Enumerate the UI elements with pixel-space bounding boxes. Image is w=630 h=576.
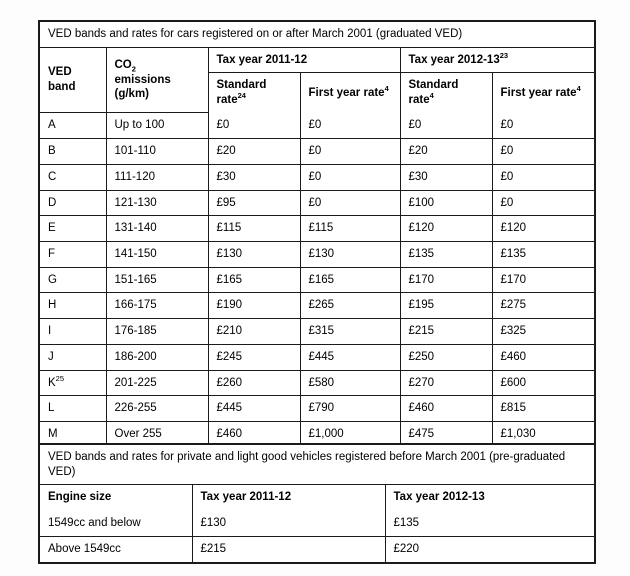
ved-band-footnote: 25 — [55, 373, 65, 383]
cell-co2-emissions: 151-165 — [106, 267, 208, 293]
table-row — [40, 164, 594, 190]
cell-first-year-rate-2011: £130 — [300, 241, 400, 267]
header-tax-year-2012-13-footnote: 23 — [499, 50, 509, 60]
cell-first-year-rate-2012: £135 — [492, 241, 594, 267]
cell-standard-rate-2011: £30 — [208, 164, 300, 190]
table-row — [40, 536, 594, 562]
cell-standard-rate-2011: £130 — [208, 241, 300, 267]
cell-ved-band — [40, 344, 106, 370]
table-caption-row — [40, 22, 594, 47]
cell-first-year-rate-2012: £1,030 — [492, 422, 594, 447]
header-first-year-rate-2012-footnote: 4 — [576, 83, 581, 93]
header-tax-year-2011-12 — [208, 47, 400, 73]
header-tax-year-2011-12-label: Tax year 2011-12 — [216, 53, 308, 66]
header-group-row — [40, 47, 594, 73]
cell-ved-band — [40, 293, 106, 319]
cell-co2-emissions: Up to 100 — [106, 113, 208, 139]
cell-standard-rate-2012: £215 — [400, 319, 492, 345]
header-first-year-rate-2011-footnote: 4 — [384, 83, 389, 93]
cell-first-year-rate-2011: £0 — [300, 190, 400, 216]
cell-co2-emissions: Over 255 — [106, 422, 208, 447]
cell-standard-rate-2012: £100 — [400, 190, 492, 216]
header-standard-rate-2012-footnote: 4 — [429, 91, 434, 101]
table-row — [40, 190, 594, 216]
cell-first-year-rate-2012: £0 — [492, 139, 594, 165]
header-first-year-rate-2011 — [300, 73, 400, 113]
ved-band-letter: G — [48, 273, 57, 286]
pre-graduated-table-caption: VED bands and rates for private and light good vehicles registered before March 2001 (pre-graduated VED) — [40, 445, 594, 485]
ved-band-letter: L — [48, 402, 55, 415]
ved-band-letter: H — [48, 299, 57, 312]
cell-ved-band — [40, 190, 106, 216]
cell-standard-rate-2011: £460 — [208, 422, 300, 447]
header-standard-rate-2011 — [208, 73, 300, 113]
header-first-year-rate-2012 — [492, 73, 594, 113]
cell-standard-rate-2011: £445 — [208, 396, 300, 422]
ved-band-letter: F — [48, 247, 56, 260]
table-row — [40, 293, 594, 319]
ved-band-letter: I — [48, 325, 52, 338]
cell-ved-band — [40, 370, 106, 396]
cell-standard-rate-2012: £170 — [400, 267, 492, 293]
cell-standard-rate-2012: £475 — [400, 422, 492, 447]
cell-standard-rate-2012: £0 — [400, 113, 492, 139]
cell-ved-band — [40, 241, 106, 267]
cell-first-year-rate-2012: £0 — [492, 164, 594, 190]
table-row — [40, 216, 594, 242]
ved-band-letter: D — [48, 196, 57, 209]
ved-band-letter: C — [48, 170, 57, 183]
cell-first-year-rate-2011: £315 — [300, 319, 400, 345]
cell-co2-emissions: 141-150 — [106, 241, 208, 267]
cell-co2-emissions: 186-200 — [106, 344, 208, 370]
ved-band-letter: A — [48, 119, 56, 132]
table-row — [40, 510, 594, 536]
cell-co2-emissions: 111-120 — [106, 164, 208, 190]
cell-first-year-rate-2012: £120 — [492, 216, 594, 242]
cell-ved-band — [40, 164, 106, 190]
cell-first-year-rate-2011: £1,000 — [300, 422, 400, 447]
cell-engine-size: Above 1549cc — [40, 536, 192, 562]
pre-graduated-ved-table — [40, 445, 594, 562]
cell-standard-rate-2012: £30 — [400, 164, 492, 190]
cell-rate-2011-12: £130 — [192, 510, 385, 536]
cell-ved-band — [40, 267, 106, 293]
cell-co2-emissions: 226-255 — [106, 396, 208, 422]
pre-graduated-table-body — [40, 510, 594, 562]
pre-graduated-ved-table-block — [38, 443, 596, 564]
header-standard-rate-2011-label: Standard rate — [216, 79, 267, 107]
cell-first-year-rate-2011: £0 — [300, 139, 400, 165]
header-first-year-rate-2012-label: First year rate — [500, 86, 577, 99]
table-row — [40, 139, 594, 165]
cell-engine-size: 1549cc and below — [40, 510, 192, 536]
cell-standard-rate-2012: £120 — [400, 216, 492, 242]
graduated-ved-table — [40, 22, 594, 447]
cell-first-year-rate-2011: £0 — [300, 164, 400, 190]
header-tax-year-2012-13 — [400, 47, 594, 73]
cell-co2-emissions: 121-130 — [106, 190, 208, 216]
header-co2-units: (g/km) — [114, 88, 149, 101]
cell-first-year-rate-2012: £0 — [492, 113, 594, 139]
header-pre-tax-year-2012-13: Tax year 2012-13 — [385, 485, 594, 510]
table-row — [40, 319, 594, 345]
cell-standard-rate-2012: £20 — [400, 139, 492, 165]
table-row — [40, 113, 594, 139]
ved-band-letter: M — [48, 428, 58, 440]
graduated-table-caption: VED bands and rates for cars registered on or after March 2001 (graduated VED) — [40, 22, 594, 47]
cell-standard-rate-2011: £0 — [208, 113, 300, 139]
header-co2-subscript: 2 — [131, 64, 136, 74]
cell-rate-2011-12: £215 — [192, 536, 385, 562]
table-row — [40, 344, 594, 370]
table-row — [40, 267, 594, 293]
cell-first-year-rate-2012: £460 — [492, 344, 594, 370]
cell-standard-rate-2012: £270 — [400, 370, 492, 396]
cell-ved-band — [40, 396, 106, 422]
cell-first-year-rate-2011: £790 — [300, 396, 400, 422]
cell-standard-rate-2011: £210 — [208, 319, 300, 345]
cell-co2-emissions: 101-110 — [106, 139, 208, 165]
cell-first-year-rate-2012: £275 — [492, 293, 594, 319]
table-caption-row — [40, 445, 594, 485]
cell-ved-band — [40, 113, 106, 139]
header-co2-text: CO — [114, 58, 132, 71]
graduated-table-body — [40, 113, 594, 447]
pre-graduated-header-row — [40, 485, 594, 510]
table-row — [40, 370, 594, 396]
cell-first-year-rate-2012: £325 — [492, 319, 594, 345]
cell-ved-band — [40, 319, 106, 345]
cell-ved-band — [40, 216, 106, 242]
ved-band-letter: E — [48, 222, 56, 235]
cell-rate-2012-13: £135 — [385, 510, 594, 536]
cell-first-year-rate-2012: £600 — [492, 370, 594, 396]
header-engine-size: Engine size — [40, 485, 192, 510]
cell-co2-emissions: 131-140 — [106, 216, 208, 242]
header-standard-rate-2012-label: Standard rate — [408, 79, 459, 107]
table-row — [40, 396, 594, 422]
header-ved-band — [40, 47, 106, 113]
cell-standard-rate-2012: £460 — [400, 396, 492, 422]
header-co2-emissions-word: emissions — [114, 73, 171, 86]
ved-band-letter: B — [48, 145, 56, 158]
cell-first-year-rate-2012: £815 — [492, 396, 594, 422]
cell-co2-emissions: 166-175 — [106, 293, 208, 319]
cell-standard-rate-2012: £195 — [400, 293, 492, 319]
cell-first-year-rate-2011: £115 — [300, 216, 400, 242]
cell-standard-rate-2011: £245 — [208, 344, 300, 370]
graduated-ved-table-block — [38, 20, 596, 449]
cell-first-year-rate-2011: £0 — [300, 113, 400, 139]
cell-standard-rate-2011: £260 — [208, 370, 300, 396]
cell-first-year-rate-2011: £265 — [300, 293, 400, 319]
header-standard-rate-2012 — [400, 73, 492, 113]
header-pre-tax-year-2011-12: Tax year 2011-12 — [192, 485, 385, 510]
cell-ved-band — [40, 139, 106, 165]
cell-standard-rate-2012: £135 — [400, 241, 492, 267]
cell-standard-rate-2012: £250 — [400, 344, 492, 370]
header-tax-year-2012-13-label: Tax year 2012-13 — [408, 53, 500, 66]
header-first-year-rate-2011-label: First year rate — [308, 86, 385, 99]
cell-standard-rate-2011: £95 — [208, 190, 300, 216]
cell-standard-rate-2011: £165 — [208, 267, 300, 293]
cell-first-year-rate-2012: £0 — [492, 190, 594, 216]
cell-rate-2012-13: £220 — [385, 536, 594, 562]
header-ved-band-label: VED band — [48, 66, 76, 94]
cell-first-year-rate-2012: £170 — [492, 267, 594, 293]
header-co2-emissions — [106, 47, 208, 113]
cell-standard-rate-2011: £190 — [208, 293, 300, 319]
cell-co2-emissions: 201-225 — [106, 370, 208, 396]
ved-band-letter: K — [48, 376, 56, 389]
cell-co2-emissions: 176-185 — [106, 319, 208, 345]
cell-standard-rate-2011: £115 — [208, 216, 300, 242]
header-standard-rate-2011-footnote: 24 — [237, 91, 246, 101]
cell-standard-rate-2011: £20 — [208, 139, 300, 165]
ved-band-letter: J — [48, 350, 54, 363]
table-row — [40, 241, 594, 267]
cell-first-year-rate-2011: £445 — [300, 344, 400, 370]
cell-first-year-rate-2011: £165 — [300, 267, 400, 293]
cell-first-year-rate-2011: £580 — [300, 370, 400, 396]
